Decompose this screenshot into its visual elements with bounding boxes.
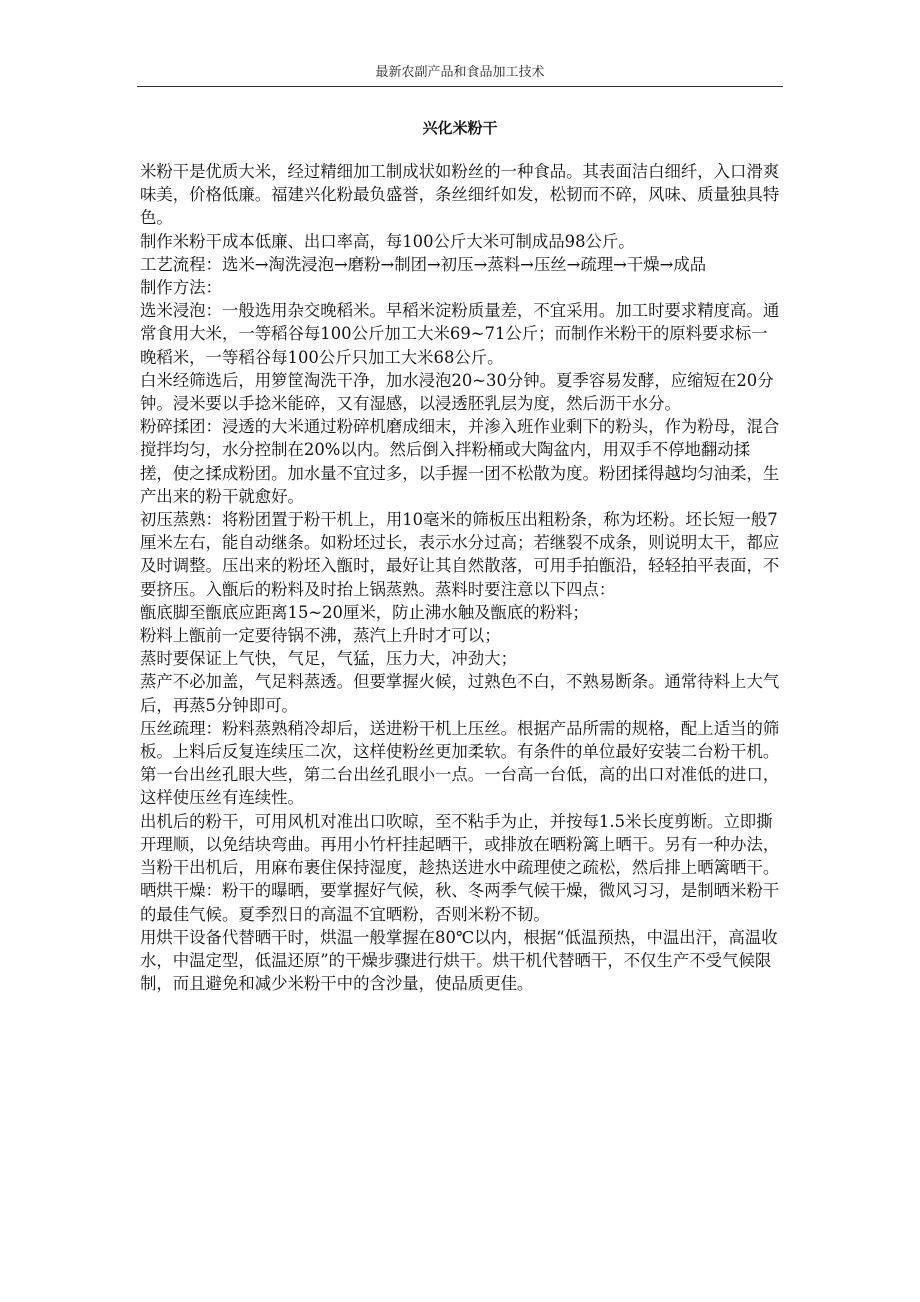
document-body [140,160,780,995]
page-header: 最新农副产品和食品加工技术 [375,65,545,80]
paragraph: 白米经筛选后，用箩筐淘洗干净，加水浸泡20~30分钟。夏季容易发酵，应缩短在20分钟。浸米要以手捻米能碎，又有湿感，以浸透胚乳层为度，然后沥干水分。 [140,370,774,414]
paragraph: 出机后的粉干，可用风机对准出口吹晾，至不粘手为止，并按每1.5米长度剪断。立即撕开理顺，以免结块弯曲。再用小竹杆挂起晒干，或排放在晒粉篱上晒干。另有一种办法，当粉干出机后，用麻布裹住保持湿度，趁热送进水中疏理使之疏松，然后排上晒篱晒干。 [140,811,780,878]
paragraph: 初压蒸熟：将粉团置于粉干机上，用10毫米的筛板压出粗粉条，称为坯粉。坯长短一般7厘米左右，能自动继条。如粉坯过长，表示水分过高；若继裂不成条，则说明太干，都应及时调整。压出来的粉坯入甑时，最好让其自然散落，可用手拍甑沿，轻轻拍平表面，不要挤压。入甑后的粉料及时抬上锅蒸熟。蒸料时要注意以下四点： [140,510,780,599]
paragraph: 粉料上甑前一定要待锅不沸，蒸汽上升时才可以； [140,626,501,646]
paragraph: 晒烘干燥：粉干的曝晒，要掌握好气候，秋、冬两季气候干燥，微风习习，是制晒米粉干的最佳气候。夏季烈日的高温不宜晒粉，否则米粉不韧。 [140,881,780,924]
paragraph: 蒸产不必加盖，气足料蒸透。但要掌握火候，过熟色不白，不熟易断条。通常待料上大气后，再蒸5分钟即可。 [140,672,780,715]
paragraph: 工艺流程：选米→淘洗浸泡→磨粉→制团→初压→蒸料→压丝→疏理→干燥→成品 [140,254,707,274]
paragraph: 蒸时要保证上气快，气足，气猛，压力大，冲劲大； [140,649,517,669]
paragraph: 甑底脚至甑底应距离15~20厘米，防止沸水触及甑底的粉料； [140,602,589,622]
paragraph: 制作米粉干成本低廉、出口率高，每100公斤大米可制成品98公斤。 [140,231,635,251]
paragraph: 用烘干设备代替晒干时，烘温一般掌握在80℃以内，根据“低温预热，中温出汗，高温收水，中温定型，低温还原”的干燥步骤进行烘干。烘干机代替晒干，不仅生产不受气候限制，而且避免和减少米粉干中的含沙量，使品质更佳。 [140,927,778,994]
paragraph: 选米浸泡：一般选用杂交晚稻米。早稻米淀粉质量差，不宜采用。加工时要求精度高。通常食用大米，一等稻谷每100公斤加工大米69~71公斤；而制作米粉干的原料要求标一晚稻米，一等稻谷每100公斤只加工大米68公斤。 [140,301,780,367]
document-title: 兴化米粉干 [422,119,498,137]
header-divider [137,86,783,87]
paragraph: 制作方法： [140,278,222,298]
paragraph: 米粉干是优质大米，经过精细加工制成状如粉丝的一种食品。其表面洁白细纤，入口滑爽味美，价格低廉。福建兴化粉最负盛誉，条丝细纤如发，松韧而不碎，风味、质量独具特色。 [140,162,780,228]
paragraph: 粉碎揉团：浸透的大米通过粉碎机磨成细末，并渗入班作业剩下的粉头，作为粉母，混合搅拌均匀，水分控制在20%以内。然后倒入拌粉桶或大陶盆内，用双手不停地翻动揉搓，使之揉成粉团。加水量不宜过多，以手握一团不松散为度。粉团揉得越均匀油柔，生产出来的粉干就愈好。 [140,417,780,506]
paragraph: 压丝疏理：粉料蒸熟稍冷却后，送进粉干机上压丝。根据产品所需的规格，配上适当的筛板。上料后反复连续压二次，这样使粉丝更加柔软。有条件的单位最好安装二台粉干机。第一台出丝孔眼大些，第二台出丝孔眼小一点。一台高一台低，高的出口对准低的进口，这样使压丝有连续性。 [140,718,780,808]
